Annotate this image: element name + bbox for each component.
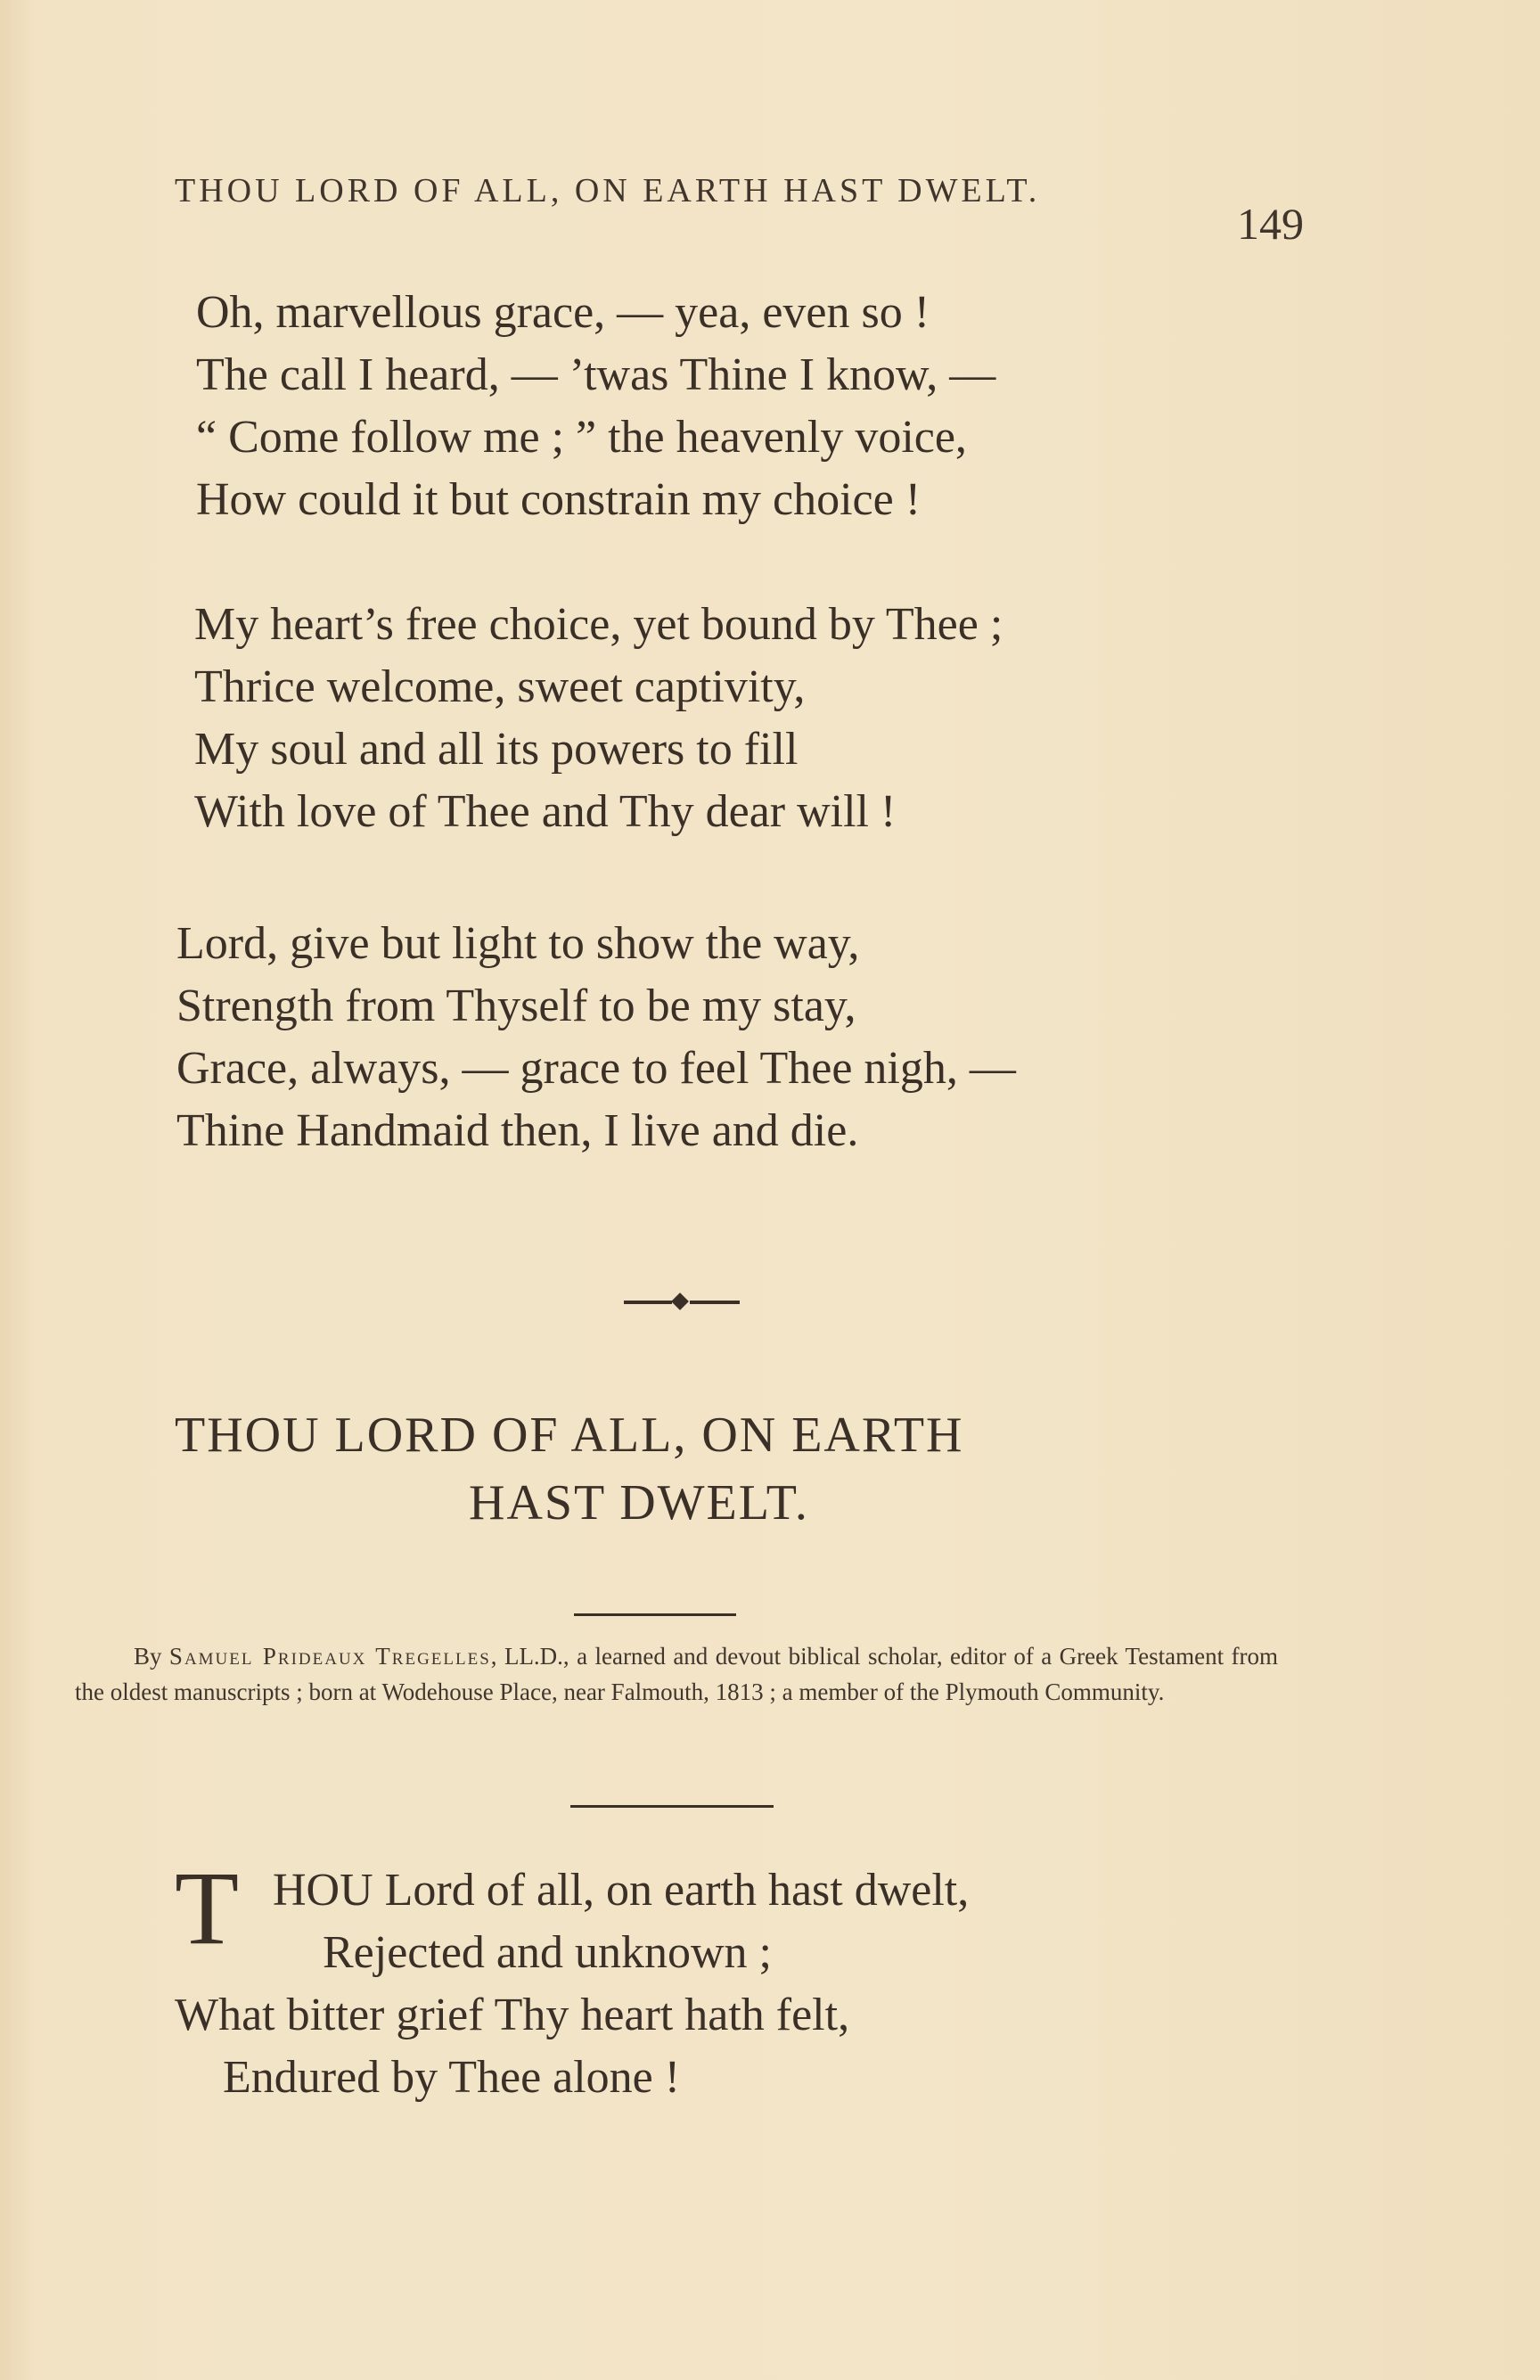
verse-line: My heart’s free choice, yet bound by Thee ; xyxy=(194,599,1003,650)
verse-line: Thine Handmaid then, I live and die. xyxy=(176,1105,859,1156)
verse-line: My soul and all its powers to fill xyxy=(194,724,799,775)
verse-line: Rejected and unknown ; xyxy=(323,1927,772,1978)
hymn-title-line-2: HAST DWELT. xyxy=(469,1475,809,1531)
verse-line: What bitter grief Thy heart hath felt, xyxy=(175,1990,850,2040)
divider-rule xyxy=(574,1613,736,1616)
verse-line: Endured by Thee alone ! xyxy=(223,2052,681,2103)
verse-line: “ Come follow me ; ” the heavenly voice, xyxy=(196,412,967,463)
page-number: 149 xyxy=(1237,199,1304,249)
hymn-title-line-1: THOU LORD OF ALL, ON EARTH xyxy=(175,1407,964,1463)
verse-line: Lord, give but light to show the way, xyxy=(176,918,860,969)
author-attribution xyxy=(75,1638,1278,1710)
running-head: THOU LORD OF ALL, ON EARTH HAST DWELT. xyxy=(175,172,1041,209)
diamond-icon xyxy=(671,1293,689,1310)
verse-line: Oh, marvellous grace, — yea, even so ! xyxy=(196,287,930,338)
attribution-details: , LL.D., a learned and devout biblical scholar, editor of a Greek Testament from the oldest manuscripts ; born at Wodehouse Place, near Falmouth, 1813 ; a member of the Plymouth Community. xyxy=(75,1643,1278,1705)
divider-rule xyxy=(570,1805,774,1808)
verse-line: Strength from Thyself to be my stay, xyxy=(176,981,856,1031)
verse-line: How could it but constrain my choice ! xyxy=(196,474,922,525)
stanza-2 xyxy=(194,594,1003,843)
verse-line: The call I heard, — ’twas Thine I know, — xyxy=(196,349,996,400)
hymn-title xyxy=(175,1401,1208,1537)
drop-cap: T xyxy=(175,1850,240,1966)
attribution-by: By xyxy=(134,1643,169,1670)
hymn-stanza-1 xyxy=(175,1850,970,2109)
ornament-bar xyxy=(624,1301,672,1304)
stanza-1 xyxy=(196,282,995,531)
author-name: Samuel Prideaux Tregelles xyxy=(168,1643,491,1670)
verse-line: With love of Thee and Thy dear will ! xyxy=(194,786,897,837)
verse-line: Thrice welcome, sweet captivity, xyxy=(194,661,806,712)
verse-line: HOU Lord of all, on earth hast dwelt, xyxy=(273,1865,970,1916)
verse-line: Grace, always, — grace to feel Thee nigh, — xyxy=(176,1043,1016,1094)
ornament-bar xyxy=(690,1301,740,1304)
section-ornament xyxy=(624,1295,740,1309)
stanza-3 xyxy=(176,913,1016,1162)
